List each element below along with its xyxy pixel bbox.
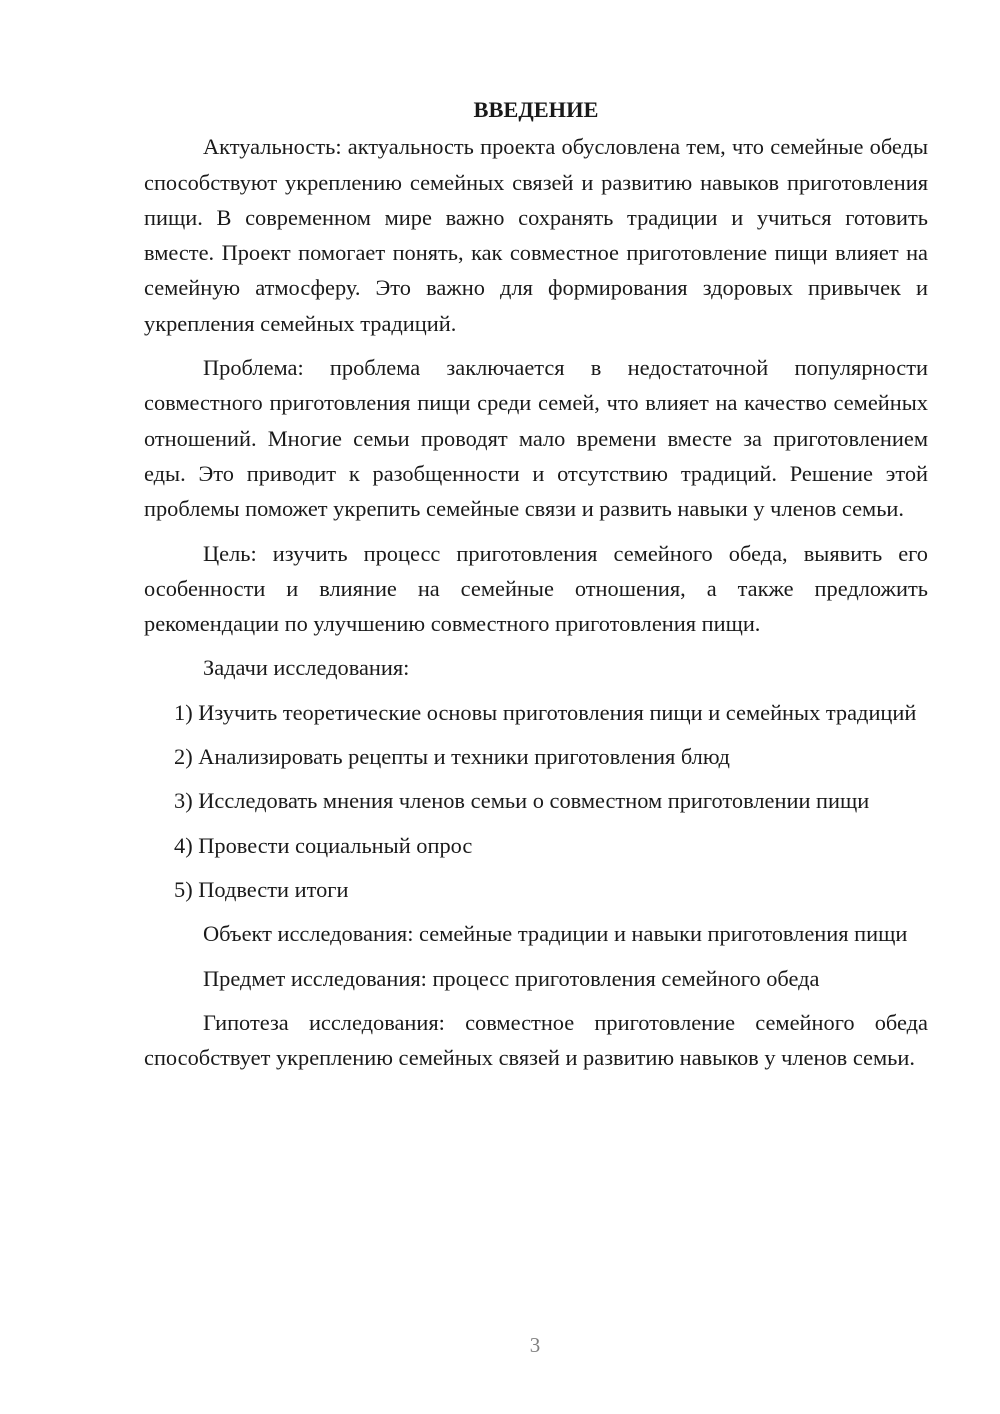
- task-item: 3) Исследовать мнения членов семьи о совместном приготовлении пищи: [174, 788, 870, 814]
- task-item: 1) Изучить теоретические основы приготовления пищи и семейных традиций: [174, 699, 917, 725]
- goal-paragraph: Цель: изучить процесс приготовления семейного обеда, выявить его особенности и влияние на семейные отношения, а также предложить рекомендации по улучшению совместного приготовления пищи.: [144, 540, 928, 637]
- problem-paragraph: Проблема: проблема заключается в недостаточной популярности совместного приготовления пищи среди семей, что влияет на качество семейных отношений. Многие семьи проводят мало времени вместе за приготовлением еды. Это приводит к разобщенности и отсутствию традиций. Решение этой проблемы поможет укрепить семейные связи и развить навыки у членов семьи.: [144, 355, 928, 522]
- section-title: ВВЕДЕНИЕ: [473, 97, 599, 122]
- object-paragraph: Объект исследования: семейные традиции и навыки приготовления пищи: [203, 921, 908, 947]
- document-page: [144, 92, 928, 1084]
- subject-paragraph: Предмет исследования: процесс приготовления семейного обеда: [203, 965, 820, 991]
- relevance-paragraph: Актуальность: актуальность проекта обусловлена тем, что семейные обеды способствуют укреплению семейных связей и развитию навыков приготовления пищи. В современном мире важно сохранять традиции и учиться готовить вместе. Проект помогает понять, как совместное приготовление пищи влияет на семейную атмосферу. Это важно для формирования здоровых привычек и укрепления семейных традиций.: [144, 134, 928, 336]
- page-number: 3: [529, 1333, 541, 1357]
- task-item: 5) Подвести итоги: [174, 876, 349, 902]
- task-item: 2) Анализировать рецепты и техники приготовления блюд: [174, 744, 730, 770]
- hypothesis-paragraph: Гипотеза исследования: совместное приготовление семейного обеда способствует укреплению семейных связей и развитию навыков у членов семьи.: [144, 1009, 928, 1071]
- task-item: 4) Провести социальный опрос: [174, 832, 473, 858]
- tasks-heading: Задачи исследования:: [203, 655, 410, 681]
